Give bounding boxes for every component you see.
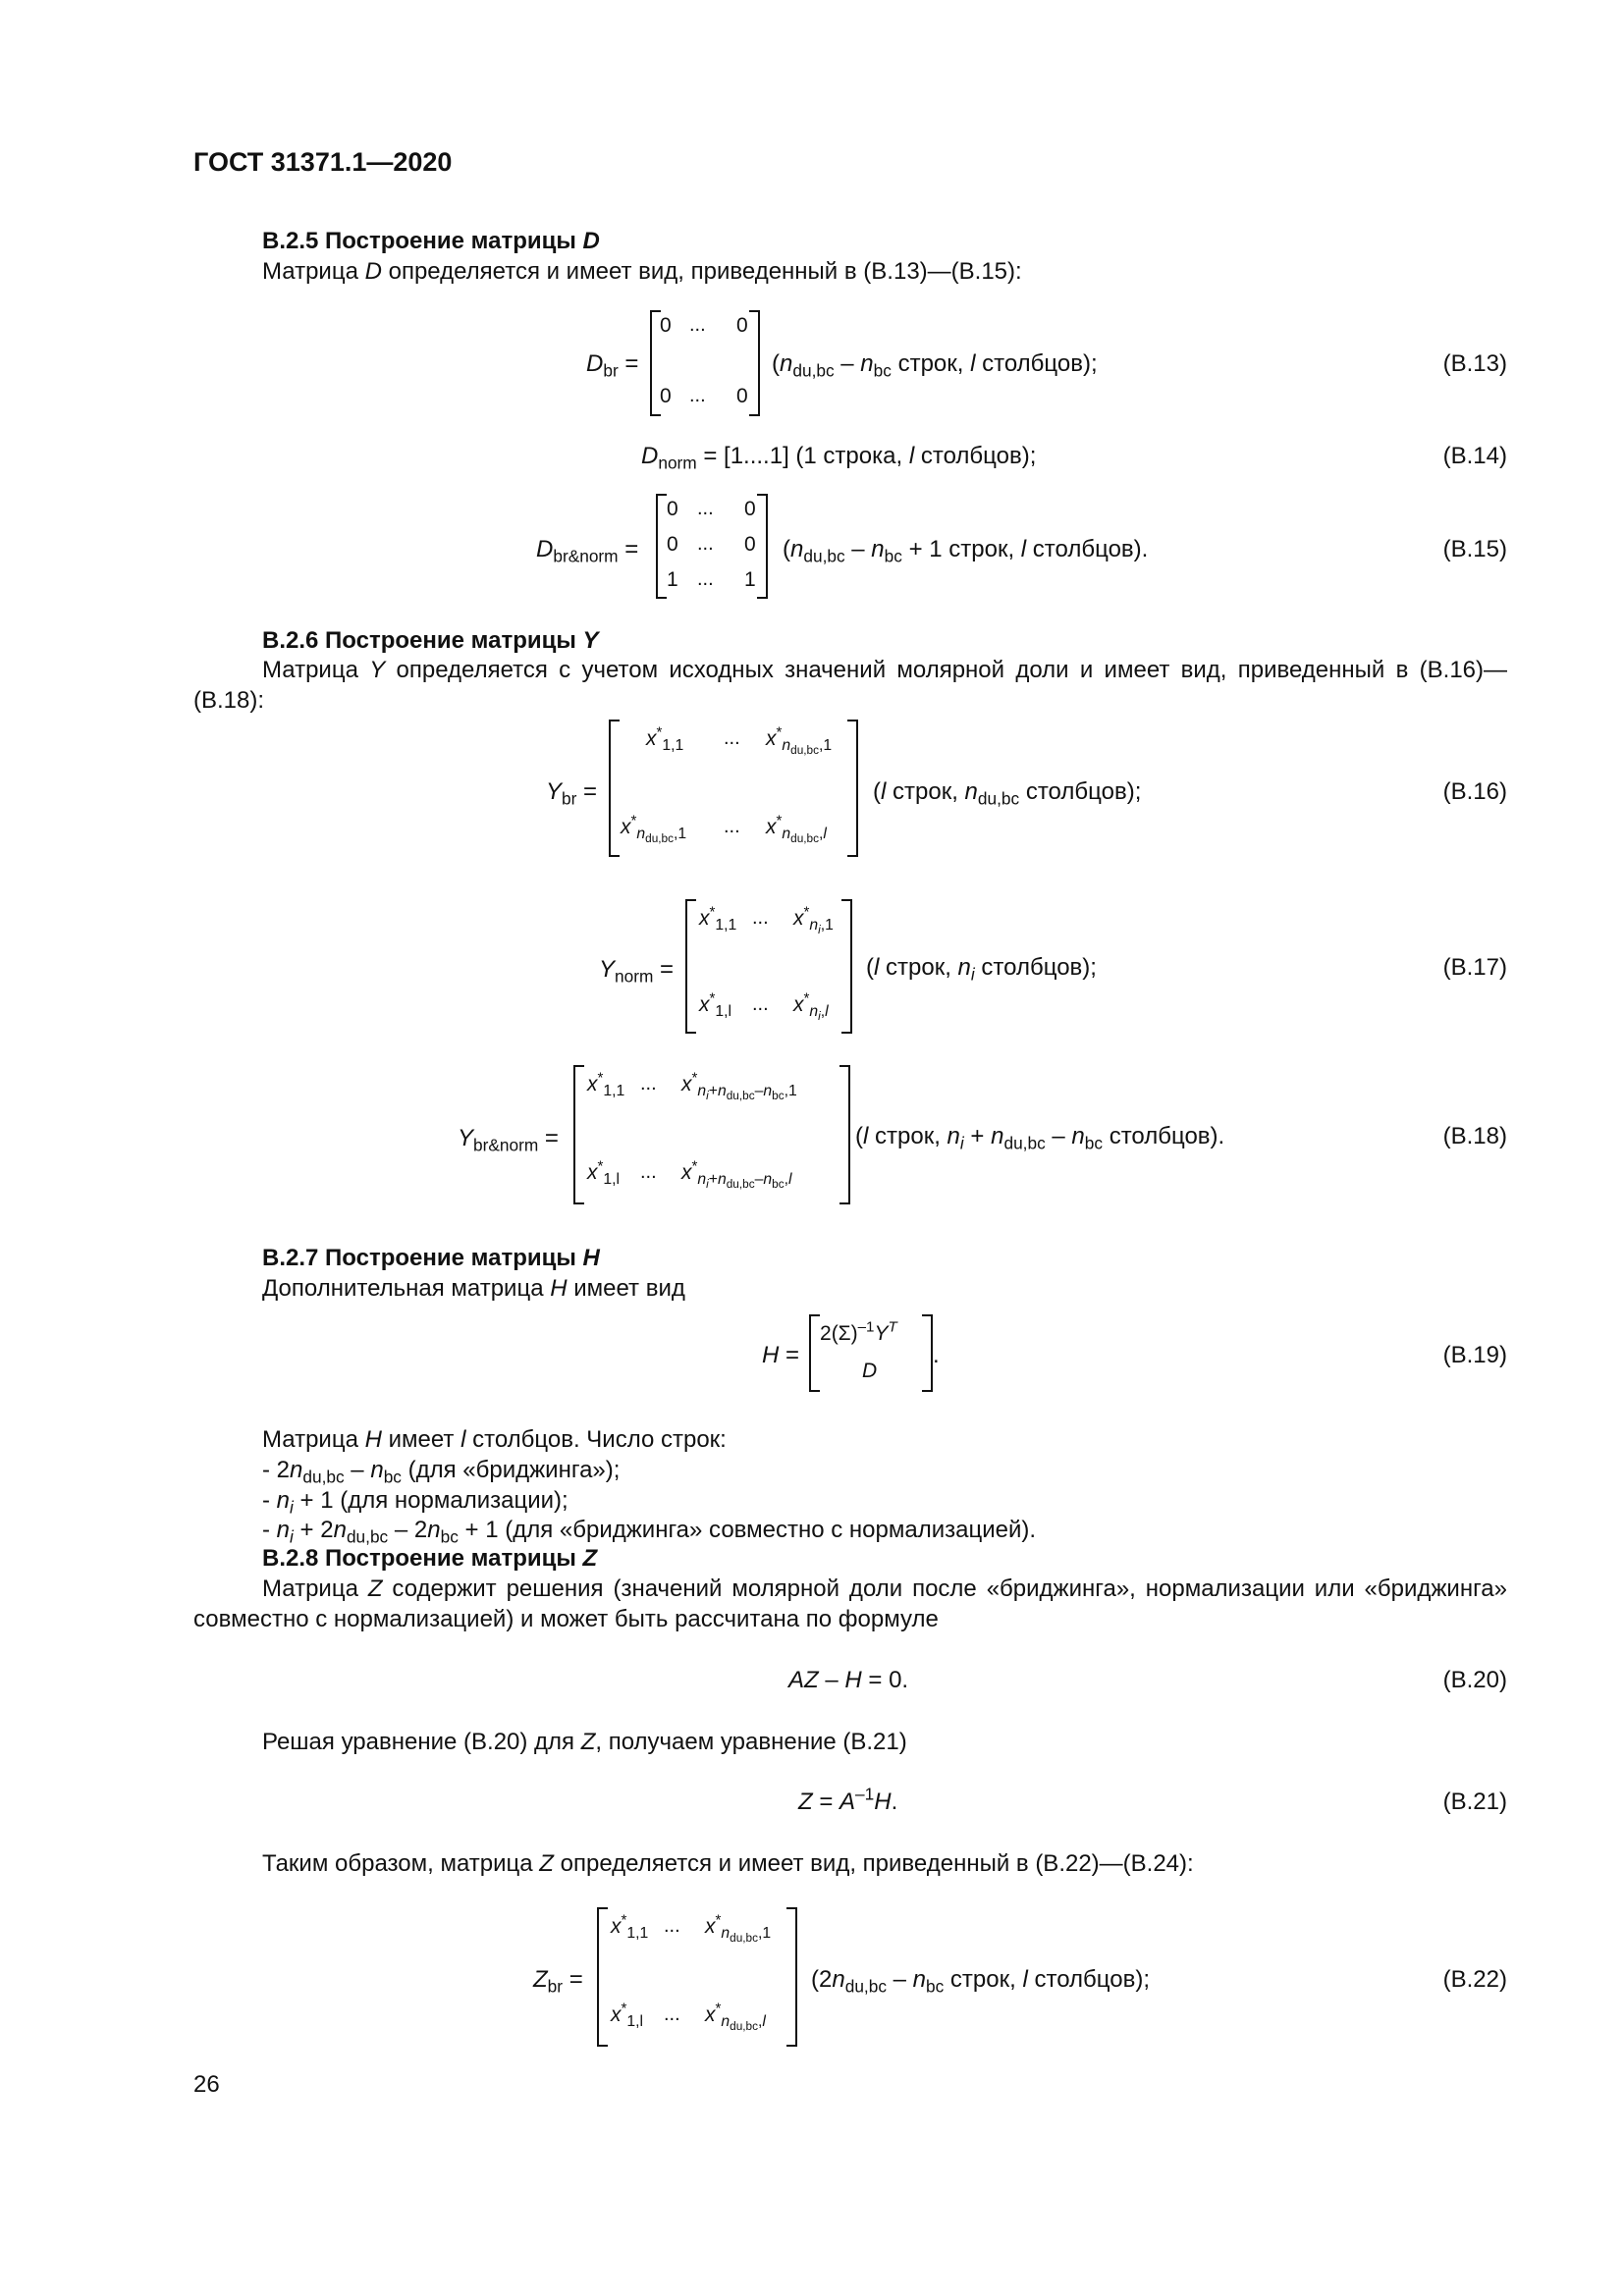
h-rows-case-bridging: - $2n_{du,bc} - n_{bc}$ (для «бриджинга»); <box>262 1457 621 1487</box>
section-title-b25: В.2.5 Построение матрицы D <box>262 228 600 254</box>
eq-b14: $D_{norm} = [1....1]$ (1 строка, l столбцов); <box>641 443 1037 473</box>
eq-number-b13: (В.13) <box>1442 350 1507 377</box>
eq-number-b19: (В.19) <box>1442 1342 1507 1368</box>
eq-b16-lhs: $Y_{br}$ = <box>546 778 598 809</box>
section-title-b27: В.2.7 Построение матрицы H <box>262 1245 600 1271</box>
eq-b16-desc: (l строк, $n_{du,bc}$ столбцов); <box>873 778 1142 809</box>
h-rows-case-combined: - $n_i + 2n_{du,bc} - 2n_{bc} + 1$ (для «бриджинга» совместно с нормализацией). <box>262 1517 1037 1547</box>
section-title-b26: В.2.6 Построение матрицы Y <box>262 627 599 654</box>
solve-text: Решая уравнение (В.20) для Z, получаем уравнение (В.21) <box>262 1729 907 1755</box>
eq-number-b20: (В.20) <box>1442 1667 1507 1693</box>
section-intro-b25: Матрица D определяется и имеет вид, приведенный в (В.13)—(В.15): <box>262 258 1022 285</box>
matrix-y-brnorm: $x^*_{1,1}$ ... $x^*_{n_i+n_{du,bc}-n_{bc},1}$ $x^*_{1,l}$ ... $x^*_{n_i+n_{du,bc}-n_{bc},l}$ <box>573 1065 850 1204</box>
section-intro-b27: Дополнительная матрица H имеет вид <box>262 1275 685 1302</box>
eq-number-b15: (В.15) <box>1442 536 1507 562</box>
eq-b17-desc: (l строк, $n_i$ столбцов); <box>866 954 1097 985</box>
document-header: ГОСТ 31371.1—2020 <box>193 147 453 177</box>
matrix-y-br: $x^*_{1,1}$ ... $x^*_{n_{du,bc},1}$ $x^*_{n_{du,bc},1}$ ... $x^*_{n_{du,bc},l}$ <box>609 720 858 857</box>
eq-b15-lhs: $D_{br\&norm}$ = <box>536 536 639 566</box>
eq-b18-desc: (l строк, $n_i + n_{du,bc} - n_{bc}$ столбцов). <box>855 1123 1225 1153</box>
matrix-y-norm: $x^*_{1,1}$ ... $x^*_{n_i,1}$ $x^*_{1,l}$ ... $x^*_{n_i,l}$ <box>685 899 852 1034</box>
eq-number-b18: (В.18) <box>1442 1123 1507 1149</box>
eq-number-b21: (В.21) <box>1442 1789 1507 1815</box>
eq-number-b22: (В.22) <box>1442 1966 1507 1993</box>
section-intro-b26: Матрица Y определяется с учетом исходных значений молярной доли и имеет вид, приведенный в (В.16)—(В.18): <box>193 657 1508 715</box>
eq-b19-lhs: H = <box>762 1342 800 1368</box>
eq-number-b14: (В.14) <box>1442 443 1507 469</box>
section-intro-b28: Матрица Z содержит решения (значений молярной доли после «бриджинга», нормализации или «бриджинга» совместно с нормализацией) и может быть рассчитана по формуле <box>193 1575 1508 1633</box>
h-rows-text: Матрица H имеет l столбцов. Число строк: <box>262 1426 727 1453</box>
eq-b18-lhs: $Y_{br\&norm}$ = <box>458 1125 559 1155</box>
page-number: 26 <box>193 2071 220 2098</box>
matrix-h: $2(\Sigma)^{-1}Y^T$ D <box>809 1314 933 1392</box>
matrix-z-br: $x^*_{1,1}$ ... $x^*_{n_{du,bc},1}$ $x^*_{1,l}$ ... $x^*_{n_{du,bc},l}$ <box>597 1907 797 2047</box>
matrix-d-brnorm: 0 ... 0 0 ... 0 1 ... 1 <box>656 494 768 599</box>
eq-b19-period: . <box>933 1342 940 1368</box>
eq-b20: AZ – H = 0. <box>788 1667 909 1693</box>
eq-b22-desc: ($2n_{du,bc} - n_{bc}$ строк, l столбцов); <box>811 1966 1151 1997</box>
h-rows-case-normalization: - $n_i + 1$ (для нормализации); <box>262 1487 568 1518</box>
eq-b13-desc: ($n_{du,bc} - n_{bc}$ строк, l столбцов); <box>772 350 1098 381</box>
eq-number-b16: (В.16) <box>1442 778 1507 805</box>
eq-b21: $Z = A^{-1}H$. <box>798 1784 898 1815</box>
matrix-d-br: 0 ... 0 0 ... 0 <box>650 310 760 416</box>
eq-b22-lhs: $Z_{br}$ = <box>533 1966 583 1997</box>
thus-text: Таким образом, матрица Z определяется и имеет вид, приведенный в (В.22)—(В.24): <box>262 1850 1194 1877</box>
eq-b13-lhs: $D_{br}$ = <box>586 350 639 381</box>
section-title-b28: В.2.8 Построение матрицы Z <box>262 1545 598 1572</box>
eq-number-b17: (В.17) <box>1442 954 1507 981</box>
eq-b15-desc: ($n_{du,bc} - n_{bc} + 1$ строк, l столбцов). <box>783 536 1149 566</box>
eq-b17-lhs: $Y_{norm}$ = <box>599 956 675 987</box>
